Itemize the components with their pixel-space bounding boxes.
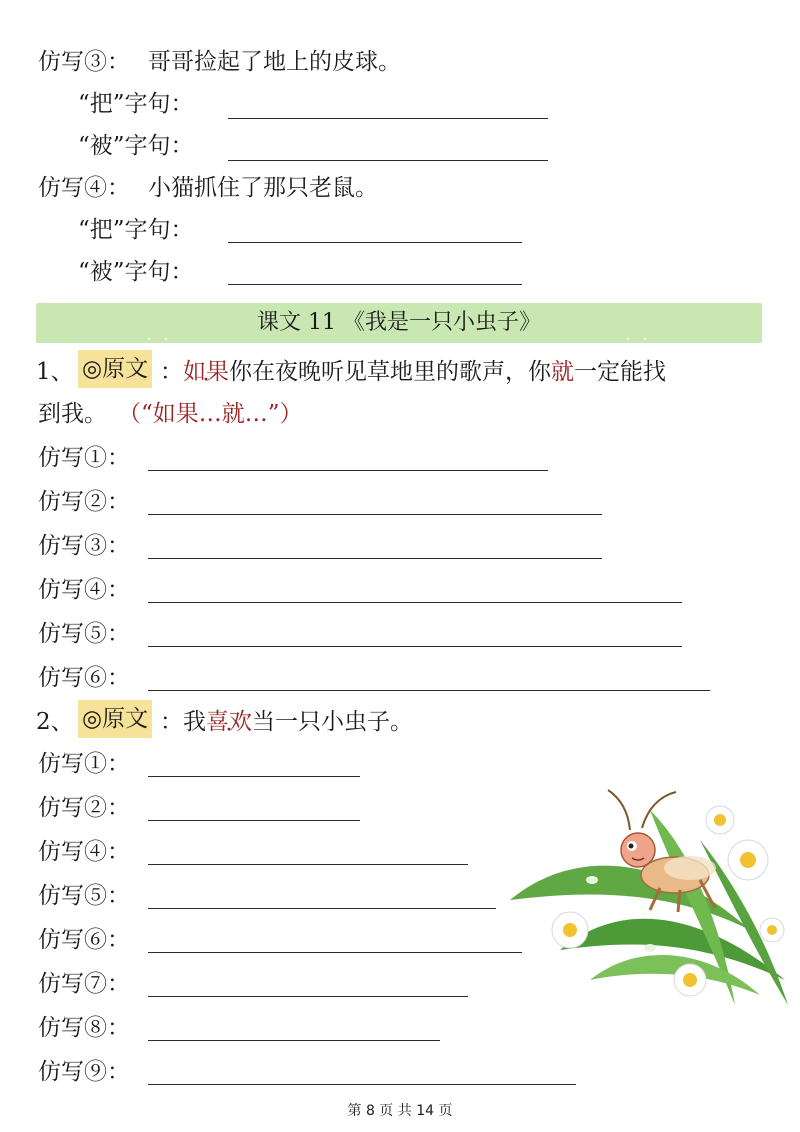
- key-word: 喜欢: [206, 709, 252, 735]
- exercise-label: 仿写①：: [38, 445, 130, 471]
- exercise-label: 仿写⑤：: [38, 883, 130, 909]
- original-sentence: [160, 352, 666, 392]
- exercise-sentence: 哥哥捡起了地上的皮球。: [148, 49, 401, 75]
- exercise-label: 仿写⑦：: [38, 971, 130, 997]
- bei-label: “被”字句：: [78, 133, 194, 159]
- answer-blank[interactable]: [148, 908, 496, 909]
- original-sentence: [160, 702, 413, 742]
- original-badge: ◎原文: [78, 700, 152, 738]
- item-number: 2、: [36, 709, 74, 735]
- key-word: 就: [551, 359, 574, 385]
- lesson-title: 课文 11 《我是一只小虫子》: [257, 310, 541, 335]
- exercise-label: 仿写④：: [38, 577, 130, 603]
- page-footer: 第 8 页 共 14 页: [347, 1103, 453, 1119]
- item-number: 1、: [36, 359, 74, 385]
- exercise-label: 仿写⑤：: [38, 621, 130, 647]
- exercise-label: 仿写②：: [38, 795, 130, 821]
- answer-blank[interactable]: [148, 470, 548, 471]
- exercise-label: 仿写⑨：: [38, 1059, 130, 1085]
- cricket-on-leaves-illustration: [500, 780, 790, 1010]
- ba-label: “把”字句：: [78, 217, 194, 243]
- sentence-part: 一定能找: [574, 359, 666, 385]
- lesson-banner: [36, 303, 762, 346]
- daisy-icon: [760, 918, 784, 942]
- exercise-label: 仿写③：: [38, 533, 130, 559]
- daisy-icon: [552, 912, 588, 948]
- answer-blank[interactable]: [148, 558, 602, 559]
- answer-blank[interactable]: [228, 242, 522, 243]
- key-word: 如果: [183, 359, 229, 385]
- answer-blank[interactable]: [148, 1084, 576, 1085]
- answer-blank[interactable]: [148, 864, 468, 865]
- exercise-label: 仿写①：: [38, 751, 130, 777]
- original-badge: ◎原文: [78, 350, 152, 388]
- exercise-label: 仿写⑥：: [38, 665, 130, 691]
- sentence-part: 你在夜晚听见草地里的歌声，你: [229, 359, 551, 385]
- banner-decoration: • •: [146, 335, 173, 346]
- answer-blank[interactable]: [148, 646, 682, 647]
- answer-blank[interactable]: [228, 118, 548, 119]
- answer-blank[interactable]: [148, 602, 682, 603]
- pattern-hint: （“如果…就…”）: [118, 401, 303, 427]
- banner-decoration: • •: [625, 335, 652, 346]
- exercise-label: 仿写②：: [38, 489, 130, 515]
- sentence-part: 我: [183, 709, 206, 735]
- answer-blank[interactable]: [148, 1040, 440, 1041]
- daisy-icon: [674, 964, 706, 996]
- answer-blank[interactable]: [228, 284, 522, 285]
- daisy-icon: [728, 840, 768, 880]
- answer-blank[interactable]: [148, 776, 360, 777]
- bei-label: “被”字句：: [78, 259, 194, 285]
- exercise-label: 仿写③：: [38, 49, 130, 75]
- exercise-label: 仿写⑥：: [38, 927, 130, 953]
- ba-label: “把”字句：: [78, 91, 194, 117]
- colon: ：: [160, 709, 183, 735]
- answer-blank[interactable]: [148, 952, 522, 953]
- exercise-sentence: 小猫抓住了那只老鼠。: [148, 175, 378, 201]
- answer-blank[interactable]: [148, 820, 360, 821]
- answer-blank[interactable]: [148, 996, 468, 997]
- daisy-icon: [706, 806, 734, 834]
- sentence-part: 到我。: [38, 401, 107, 427]
- exercise-label: 仿写④：: [38, 175, 130, 201]
- answer-blank[interactable]: [228, 160, 548, 161]
- answer-blank[interactable]: [148, 690, 710, 691]
- exercise-label: 仿写④：: [38, 839, 130, 865]
- colon: ：: [160, 359, 183, 385]
- exercise-label: 仿写⑧：: [38, 1015, 130, 1041]
- sentence-part: 当一只小虫子。: [252, 709, 413, 735]
- answer-blank[interactable]: [148, 514, 602, 515]
